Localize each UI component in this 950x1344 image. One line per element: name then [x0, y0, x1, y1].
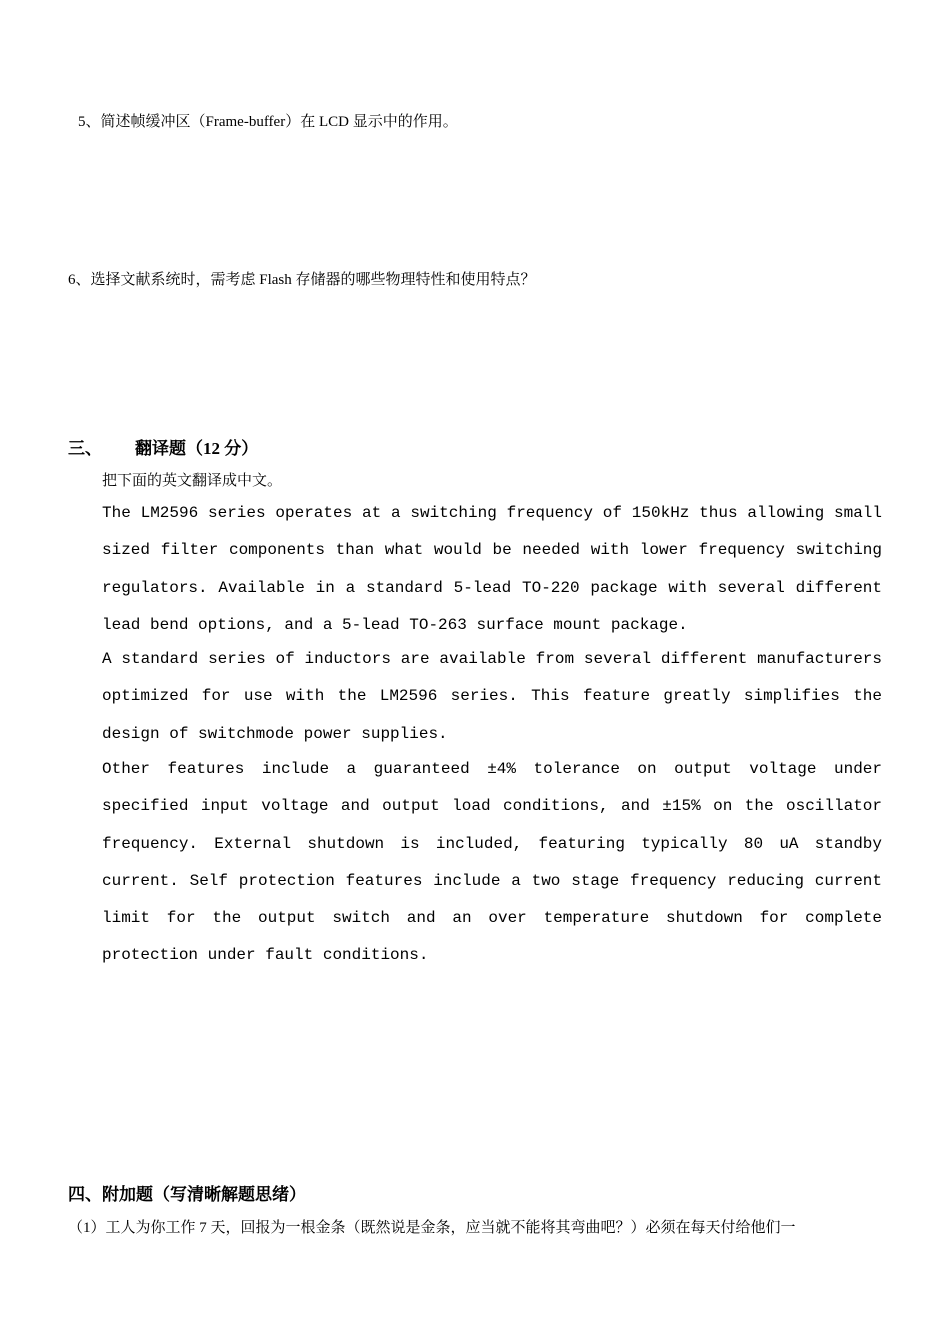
translation-paragraph-3: Other features include a guaranteed ±4% tolerance on output voltage under specified input voltage and output load conditions, and ±15% on the oscillator frequency. External shutdown is included, featuring typically 80 uA standby current. Self protection features include a two stage frequency reducing current limit for the output switch and an over temperature shutdown for complete protection under fault conditions.	[102, 760, 882, 965]
question-5: 5、简述帧缓冲区（Frame-buffer）在 LCD 显示中的作用。	[78, 114, 458, 130]
section-3-title: 翻译题（12 分）	[135, 439, 259, 458]
section-4-item-1: （1）工人为你工作 7 天，回报为一根金条（既然说是金条，应当就不能将其弯曲吧？）必须在每天付给他们一	[68, 1220, 796, 1236]
section-3-number: 三、	[68, 439, 102, 458]
translation-paragraph-2: A standard series of inductors are available from several different manufacturers optimized for use with the LM2596 series. This feature greatly simplifies the design of switchmode power supplies.	[102, 650, 882, 743]
question-6: 6、选择文献系统时，需考虑 Flash 存储器的哪些物理特性和使用特点？	[68, 272, 536, 288]
translation-paragraph-1: The LM2596 series operates at a switching frequency of 150kHz thus allowing small sized filter components than what would be needed with lower frequency switching regulators. Available in a standard 5-lead TO-220 package with several different lead bend options, and a 5-lead TO-263 surface mount package.	[102, 504, 882, 634]
section-4-title: 四、附加题（写清晰解题思绪）	[68, 1185, 306, 1204]
translation-instruction: 把下面的英文翻译成中文。	[102, 473, 283, 489]
